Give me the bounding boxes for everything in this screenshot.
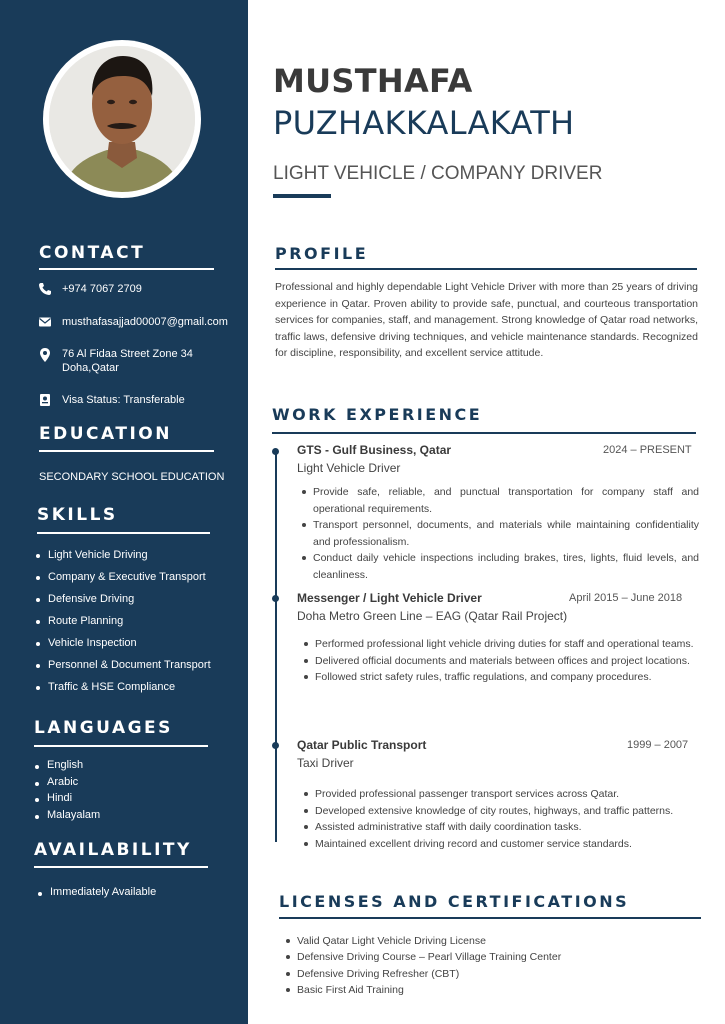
job-title: LIGHT VEHICLE / COMPANY DRIVER <box>273 163 603 184</box>
contact-email <box>38 315 228 329</box>
work-heading: WORK EXPERIENCE <box>272 405 483 424</box>
location-pin-icon <box>38 347 52 361</box>
job-company: Qatar Public Transport <box>297 738 427 752</box>
profile-heading: PROFILE <box>275 244 369 263</box>
skills-list <box>34 548 211 702</box>
duty-item: Delivered official documents and materials between offices and project locations. <box>300 653 696 670</box>
availability-item: Immediately Available <box>36 886 156 898</box>
license-item: Defensive Driving Refresher (CBT) <box>285 966 561 982</box>
name-last: PUZHAKKALAKATH <box>273 104 575 142</box>
timeline <box>275 452 277 842</box>
phone-number[interactable]: +974 7067 2709 <box>62 283 142 295</box>
licenses-list <box>285 933 561 998</box>
job-role: Light Vehicle Driver <box>297 461 401 475</box>
title-underline <box>273 194 331 198</box>
email-address[interactable]: musthafasajjad00007@gmail.com <box>62 316 228 328</box>
skill-item: Vehicle Inspection <box>34 636 211 658</box>
job-role: Taxi Driver <box>297 756 354 770</box>
avatar <box>49 46 195 192</box>
address-text: 76 Al Fidaa Street Zone 34 Doha,Qatar <box>62 348 193 374</box>
skills-heading: SKILLS <box>37 505 118 525</box>
job-company: Messenger / Light Vehicle Driver <box>297 591 482 605</box>
portrait-image <box>49 46 195 192</box>
languages-list <box>33 759 100 825</box>
timeline-dot <box>272 742 279 749</box>
job-duties <box>300 636 696 686</box>
work-divider <box>272 432 696 434</box>
skill-item: Company & Executive Transport <box>34 570 211 592</box>
skill-item: Traffic & HSE Compliance <box>34 680 211 702</box>
skill-item: Light Vehicle Driving <box>34 548 211 570</box>
profile-divider <box>275 268 697 270</box>
id-card-icon <box>38 393 52 407</box>
job-dates: 2024 – PRESENT <box>603 444 692 456</box>
visa-status: Visa Status: Transferable <box>62 394 185 406</box>
language-item: English <box>33 759 100 776</box>
education-item: SECONDARY SCHOOL EDUCATION <box>39 471 225 483</box>
licenses-divider <box>279 917 701 919</box>
contact-visa <box>38 393 185 407</box>
skill-item: Defensive Driving <box>34 592 211 614</box>
license-item: Valid Qatar Light Vehicle Driving License <box>285 933 561 949</box>
mail-icon <box>38 315 52 329</box>
duty-item: Provide safe, reliable, and punctual transportation for company staff and operational requirements. <box>298 484 699 517</box>
availability-list <box>36 886 156 898</box>
job-dates: April 2015 – June 2018 <box>569 592 683 604</box>
sidebar <box>0 0 248 1024</box>
timeline-dot <box>272 595 279 602</box>
duty-item: Provided professional passenger transport services across Qatar. <box>300 786 696 803</box>
duty-item: Developed extensive knowledge of city routes, highways, and traffic patterns. <box>300 803 696 820</box>
profile-photo <box>43 40 201 198</box>
contact-phone <box>38 282 142 296</box>
language-item: Arabic <box>33 776 100 793</box>
duty-item: Followed strict safety rules, traffic regulations, and company procedures. <box>300 669 696 686</box>
skill-item: Route Planning <box>34 614 211 636</box>
availability-heading: AVAILABILITY <box>34 840 192 860</box>
licenses-heading: LICENSES AND CERTIFICATIONS <box>279 892 630 911</box>
timeline-dot <box>272 448 279 455</box>
languages-divider <box>34 745 208 747</box>
duty-item: Performed professional light vehicle driving duties for staff and operational teams. <box>300 636 696 653</box>
name-first: MUSTHAFA <box>273 62 473 100</box>
phone-icon <box>38 282 52 296</box>
education-heading: EDUCATION <box>39 424 172 444</box>
language-item: Malayalam <box>33 809 100 826</box>
duty-item: Assisted administrative staff with daily coordination tasks. <box>300 819 696 836</box>
skill-item: Personnel & Document Transport <box>34 658 211 680</box>
skills-divider <box>37 532 210 534</box>
contact-address <box>38 347 193 375</box>
contact-heading: CONTACT <box>39 243 146 263</box>
language-item: Hindi <box>33 792 100 809</box>
license-item: Defensive Driving Course – Pearl Village Training Center <box>285 949 561 965</box>
profile-summary: Professional and highly dependable Light Vehicle Driver with more than 25 years of driving experience in Qatar. Proven ability to provide safe, punctual, and courteous transportation services for companies, staff, and management. Strong knowledge of Qatar road networks, traffic laws, defensive driving techniques, and vehicle maintenance standards. Recognized for discipline, responsibility, and excellent service attitude. <box>275 281 698 359</box>
job-duties <box>300 786 696 852</box>
education-divider <box>39 450 214 452</box>
job-company: GTS - Gulf Business, Qatar <box>297 443 452 457</box>
duty-item: Conduct daily vehicle inspections including brakes, tires, lights, fluid levels, and cleanliness. <box>298 550 699 583</box>
job-duties <box>298 484 699 583</box>
contact-divider <box>39 268 214 270</box>
job-dates: 1999 – 2007 <box>627 739 689 751</box>
languages-heading: LANGUAGES <box>34 718 173 738</box>
license-item: Basic First Aid Training <box>285 982 561 998</box>
duty-item: Transport personnel, documents, and materials while maintaining confidentiality and professionalism. <box>298 517 699 550</box>
job-role: Doha Metro Green Line – EAG (Qatar Rail Project) <box>297 609 568 623</box>
availability-divider <box>34 866 208 868</box>
duty-item: Maintained excellent driving record and customer service standards. <box>300 836 696 853</box>
